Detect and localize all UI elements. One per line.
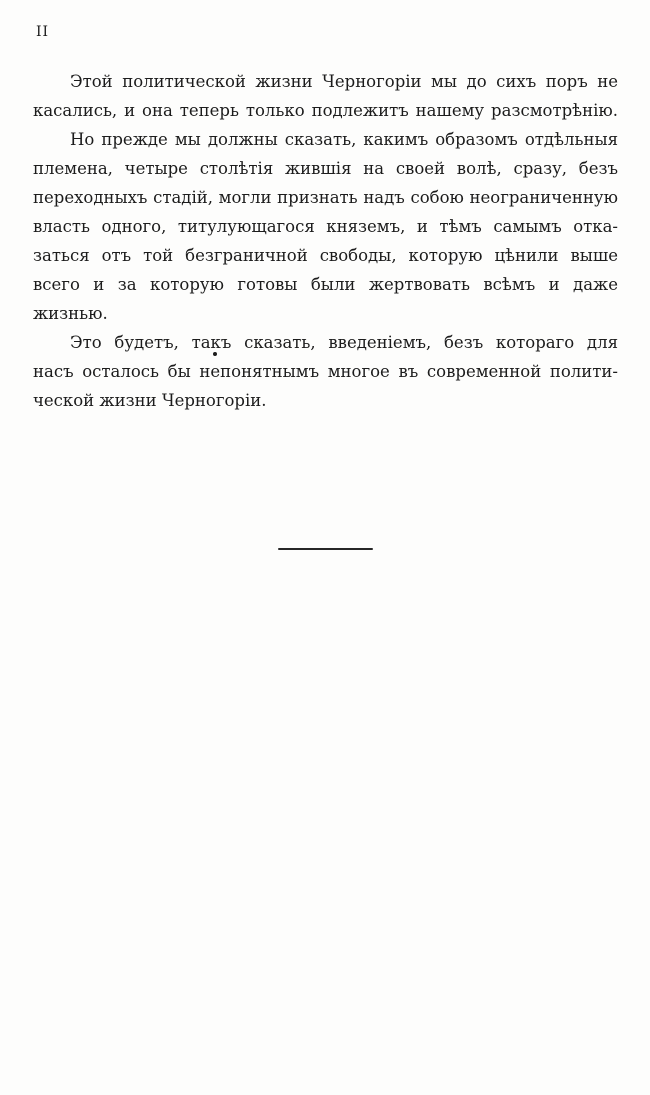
text-line: Но прежде мы должны сказать, какимъ образомъ отдѣльныя [70,130,618,149]
text-line: всего и за которую готовы были жертвовать всѣмъ и даже [33,275,618,294]
text-line: насъ осталось бы непонятнымъ многое въ современной полити- [33,362,618,381]
paragraph [33,67,618,125]
text-line: племена, четыре столѣтія жившія на своей волѣ, сразу, безъ [33,159,618,178]
text-block [33,67,618,415]
text-line: власть одного, титулующагося княземъ, и тѣмъ самымъ отка- [33,217,618,236]
text-line: Это будетъ, такъ сказать, введеніемъ, безъ котораго для [70,333,618,352]
text-line: жизнью. [33,304,108,323]
page-number: II [36,24,50,40]
section-divider [278,548,373,550]
text-line: Этой политической жизни Черногоріи мы до сихъ поръ не [70,72,618,91]
paragraph [33,125,618,328]
text-line: ческой жизни Черногоріи. [33,391,267,410]
text-line: заться отъ той безграничной свободы, которую цѣнили выше [33,246,618,265]
paragraph [33,328,618,415]
text-line: касались, и она теперь только подлежитъ нашему разсмотрѣнію. [33,101,618,120]
text-line: переходныхъ стадій, могли признать надъ собою неограниченную [33,188,618,207]
ink-speck [213,352,217,356]
